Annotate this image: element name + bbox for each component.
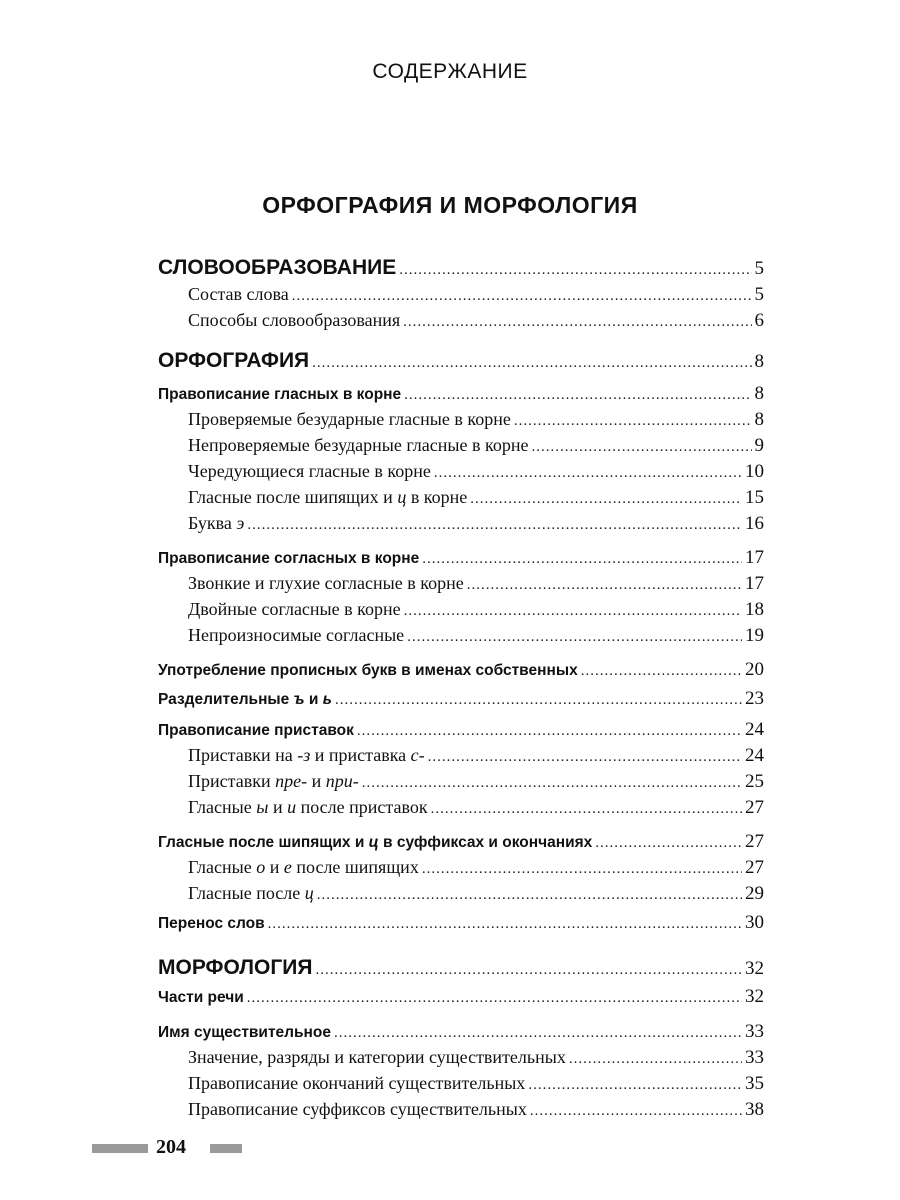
toc-title-part: Непроизносимые согласные bbox=[188, 625, 405, 645]
toc-chapter bbox=[158, 349, 764, 373]
toc-page-number: 24 bbox=[745, 745, 764, 766]
toc-entry-title bbox=[188, 883, 314, 904]
toc-entry-title bbox=[158, 662, 578, 680]
toc-section bbox=[158, 719, 764, 741]
toc-leader-dots bbox=[422, 551, 742, 568]
toc-entry-title bbox=[188, 435, 528, 456]
toc-section bbox=[158, 383, 764, 405]
toc-leader-dots bbox=[404, 603, 742, 620]
toc-leader-dots bbox=[247, 517, 742, 534]
toc-title-italic-part: -з bbox=[297, 745, 311, 765]
toc-entry-title bbox=[188, 1099, 527, 1120]
toc-title-part: Перенос слов bbox=[158, 915, 265, 932]
toc-title-part: Гласные после шипящих и bbox=[188, 487, 398, 507]
toc-leader-dots bbox=[431, 801, 742, 818]
toc-title-part: Приставки на bbox=[188, 745, 298, 765]
toc-leader-dots bbox=[434, 465, 742, 482]
toc-title-part: после приставок bbox=[296, 797, 428, 817]
toc-entry-title bbox=[188, 1073, 525, 1094]
toc-entry-title bbox=[158, 691, 332, 709]
toc-title-part: и приставка bbox=[310, 745, 411, 765]
toc-subsection bbox=[158, 625, 764, 647]
toc-title-part: в корне bbox=[406, 487, 468, 507]
footer-decor-bar-left bbox=[92, 1144, 148, 1153]
toc-leader-dots bbox=[407, 629, 742, 646]
toc-entry-title bbox=[158, 915, 265, 933]
toc-entry-title bbox=[188, 599, 401, 620]
toc-page-number: 10 bbox=[745, 461, 764, 482]
toc-title-part: после шипящих bbox=[291, 857, 419, 877]
toc-entry-title bbox=[158, 956, 312, 980]
toc-page-number: 17 bbox=[745, 547, 764, 568]
toc-leader-dots bbox=[335, 692, 742, 709]
toc-section bbox=[158, 1021, 764, 1043]
toc-page-number: 27 bbox=[745, 797, 764, 818]
toc-title-part: Состав слова bbox=[188, 284, 289, 304]
toc-section bbox=[158, 986, 764, 1008]
toc-subsection bbox=[158, 599, 764, 621]
toc-subsection bbox=[158, 310, 764, 332]
toc-leader-dots bbox=[428, 749, 742, 766]
toc-title-part: Правописание приставок bbox=[158, 722, 354, 739]
toc-leader-dots bbox=[467, 577, 742, 594]
toc-entry-title bbox=[188, 745, 425, 766]
toc-title-italic-part: о bbox=[256, 857, 266, 877]
section-heading: ОРФОГРАФИЯ И МОРФОЛОГИЯ bbox=[262, 192, 638, 218]
toc-subsection bbox=[158, 487, 764, 509]
toc-title-part: Гласные bbox=[188, 857, 257, 877]
toc-entry-title bbox=[188, 797, 428, 818]
toc-chapter bbox=[158, 256, 764, 280]
toc-page-number: 20 bbox=[745, 659, 764, 680]
toc-leader-dots bbox=[315, 962, 742, 979]
toc-title-part: и bbox=[307, 771, 326, 791]
toc-subsection bbox=[158, 1047, 764, 1069]
toc-page-number: 17 bbox=[745, 573, 764, 594]
toc-title-italic-part: при- bbox=[325, 771, 359, 791]
toc-title-part: и bbox=[265, 857, 284, 877]
toc-section bbox=[158, 912, 764, 934]
toc-leader-dots bbox=[569, 1051, 742, 1068]
toc-leader-dots bbox=[581, 663, 742, 680]
toc-entry-title bbox=[188, 409, 511, 430]
toc-title-part: Разделительные bbox=[158, 691, 294, 708]
toc-section bbox=[158, 688, 764, 710]
toc-leader-dots bbox=[317, 887, 742, 904]
toc-page-number: 6 bbox=[754, 310, 764, 331]
toc-chapter bbox=[158, 956, 764, 980]
toc-title-part: Правописание окончаний существительных bbox=[188, 1073, 526, 1093]
toc-leader-dots bbox=[292, 288, 752, 305]
toc-title-part: Буква bbox=[188, 513, 237, 533]
toc-title-italic-part: ы bbox=[256, 797, 269, 817]
toc-subsection bbox=[158, 883, 764, 905]
toc-page-number: 30 bbox=[745, 912, 764, 933]
toc-title-part: Части речи bbox=[158, 989, 244, 1006]
toc-title-part: СЛОВООБРАЗОВАНИЕ bbox=[158, 256, 397, 279]
toc-page-number: 32 bbox=[745, 958, 764, 979]
toc-title-part: Правописание гласных в корне bbox=[158, 386, 402, 403]
toc-leader-dots bbox=[399, 262, 751, 279]
toc-leader-dots bbox=[422, 861, 742, 878]
toc-title-part: Проверяемые безударные гласные в корне bbox=[188, 409, 511, 429]
toc-page-number: 18 bbox=[745, 599, 764, 620]
toc-page-number: 23 bbox=[745, 688, 764, 709]
toc-title-part: Чередующиеся гласные в корне bbox=[188, 461, 431, 481]
toc-leader-dots bbox=[404, 387, 751, 404]
toc-title-part: Гласные после шипящих и bbox=[158, 834, 369, 851]
toc-title-part: Употребление прописных букв в именах собственных bbox=[158, 662, 578, 679]
toc-leader-dots bbox=[268, 916, 742, 933]
toc-entry-title bbox=[188, 1047, 566, 1068]
toc-page-number: 25 bbox=[745, 771, 764, 792]
toc-page-number: 8 bbox=[754, 409, 764, 430]
toc-title-italic-part: ь bbox=[322, 691, 332, 708]
toc-subsection bbox=[158, 284, 764, 306]
toc-entry-title bbox=[188, 461, 431, 482]
page-title: СОДЕРЖАНИЕ bbox=[372, 60, 528, 83]
toc-leader-dots bbox=[470, 491, 742, 508]
toc-title-italic-part: э bbox=[236, 513, 245, 533]
toc-title-part: Правописание суффиксов существительных bbox=[188, 1099, 527, 1119]
toc-title-part: Значение, разряды и категории существительных bbox=[188, 1047, 566, 1067]
toc-leader-dots bbox=[514, 413, 752, 430]
toc-title-italic-part: ц bbox=[397, 487, 407, 507]
toc-title-part: в суффиксах и окончаниях bbox=[378, 834, 593, 851]
toc-page-number: 24 bbox=[745, 719, 764, 740]
toc-leader-dots bbox=[312, 355, 751, 372]
toc-page-number: 8 bbox=[754, 383, 764, 404]
toc-subsection bbox=[158, 797, 764, 819]
toc-title-part: ОРФОГРАФИЯ bbox=[158, 349, 310, 372]
toc-page-number: 8 bbox=[754, 351, 764, 372]
toc-title-italic-part: ъ bbox=[293, 691, 305, 708]
toc-subsection bbox=[158, 1073, 764, 1095]
toc-page-number: 5 bbox=[754, 258, 764, 279]
toc-leader-dots bbox=[531, 439, 751, 456]
page-number: 204 bbox=[156, 1136, 186, 1158]
toc-title-part: Способы словообразования bbox=[188, 310, 401, 330]
toc-page-number: 5 bbox=[754, 284, 764, 305]
toc-page-number: 9 bbox=[754, 435, 764, 456]
toc-subsection bbox=[158, 745, 764, 767]
toc-page-number: 19 bbox=[745, 625, 764, 646]
toc-subsection bbox=[158, 1099, 764, 1121]
toc-title-italic-part: и bbox=[287, 797, 297, 817]
toc-title-part: и bbox=[268, 797, 288, 817]
toc-subsection bbox=[158, 771, 764, 793]
toc-title-part: Двойные согласные в корне bbox=[188, 599, 401, 619]
toc-title-part: Приставки bbox=[188, 771, 276, 791]
toc-leader-dots bbox=[247, 990, 742, 1007]
toc-section bbox=[158, 547, 764, 569]
toc-page-number: 33 bbox=[745, 1047, 764, 1068]
footer-decor-bar-right bbox=[210, 1144, 242, 1153]
toc-leader-dots bbox=[528, 1077, 742, 1094]
toc-title-part: Звонкие и глухие согласные в корне bbox=[188, 573, 464, 593]
toc-title-part: Гласные bbox=[188, 797, 257, 817]
toc-entry-title bbox=[158, 834, 592, 852]
toc-leader-dots bbox=[357, 723, 742, 740]
toc-entry-title bbox=[158, 386, 401, 404]
toc-page-number: 16 bbox=[745, 513, 764, 534]
toc-leader-dots bbox=[403, 314, 751, 331]
toc-title-part: и bbox=[304, 691, 323, 708]
toc-title-italic-part: е bbox=[283, 857, 292, 877]
toc-leader-dots bbox=[595, 835, 742, 852]
toc-page-number: 35 bbox=[745, 1073, 764, 1094]
toc-leader-dots bbox=[334, 1025, 742, 1042]
toc-entry-title bbox=[188, 487, 467, 508]
toc-section bbox=[158, 659, 764, 681]
toc-entry-title bbox=[158, 256, 396, 280]
toc-leader-dots bbox=[530, 1103, 742, 1120]
toc-leader-dots bbox=[362, 775, 742, 792]
toc-page-number: 38 bbox=[745, 1099, 764, 1120]
toc-title-italic-part: с- bbox=[410, 745, 425, 765]
toc-title-italic-part: ц bbox=[368, 834, 379, 851]
toc-subsection bbox=[158, 409, 764, 431]
toc-section bbox=[158, 831, 764, 853]
toc-subsection bbox=[158, 513, 764, 535]
toc-title-italic-part: ц bbox=[304, 883, 314, 903]
toc-page-number: 27 bbox=[745, 857, 764, 878]
toc-entry-title bbox=[188, 513, 244, 534]
toc-subsection bbox=[158, 435, 764, 457]
toc-subsection bbox=[158, 461, 764, 483]
toc-subsection bbox=[158, 573, 764, 595]
toc-page-number: 27 bbox=[745, 831, 764, 852]
toc-title-part: Непроверяемые безударные гласные в корне bbox=[188, 435, 529, 455]
toc-subsection bbox=[158, 857, 764, 879]
toc-entry-title bbox=[158, 722, 354, 740]
toc-entry-title bbox=[188, 771, 359, 792]
toc-entry-title bbox=[188, 625, 404, 646]
toc-entry-title bbox=[158, 989, 244, 1007]
toc-entry-title bbox=[188, 573, 464, 594]
toc-title-part: Гласные после bbox=[188, 883, 305, 903]
toc-entry-title bbox=[188, 857, 419, 878]
toc-page-number: 32 bbox=[745, 986, 764, 1007]
toc-title-part: МОРФОЛОГИЯ bbox=[158, 956, 313, 979]
toc-entry-title bbox=[188, 310, 400, 331]
toc-title-italic-part: пре- bbox=[275, 771, 308, 791]
toc-entry-title bbox=[158, 1024, 331, 1042]
toc-entry-title bbox=[158, 349, 309, 373]
toc-title-part: Имя существительное bbox=[158, 1024, 331, 1041]
toc-entry-title bbox=[188, 284, 289, 305]
toc-page-number: 33 bbox=[745, 1021, 764, 1042]
toc-entry-title bbox=[158, 550, 419, 568]
toc-page-number: 15 bbox=[745, 487, 764, 508]
toc-page-number: 29 bbox=[745, 883, 764, 904]
toc-title-part: Правописание согласных в корне bbox=[158, 550, 420, 567]
